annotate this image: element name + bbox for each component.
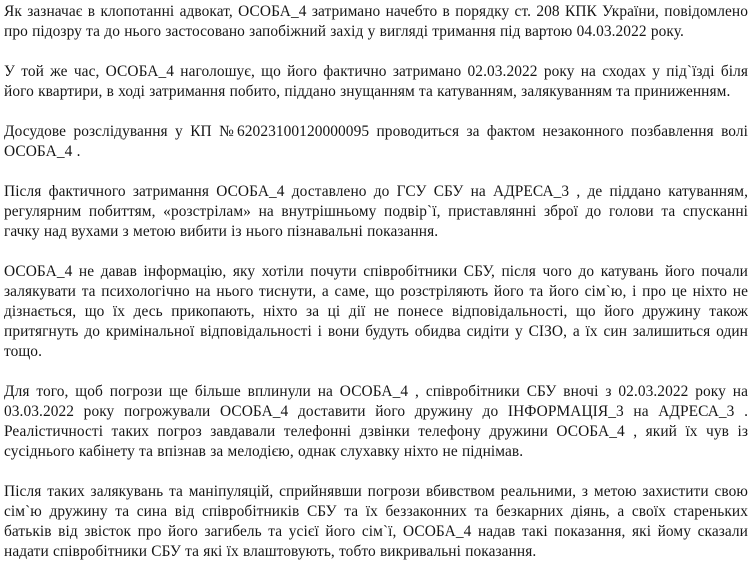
paragraph-torture-description: Після фактичного затримання ОСОБА_4 доставлено до ГСУ СБУ на АДРЕСА_3 , де піддано катуванням, регулярним побиттям, «розстрілам» на внутрішньому подвір`ї, приставлянні зброї до голови та спусканні гачку над вухами з метою вибити із нього пізнавальні показання. (4, 183, 748, 240)
paragraph-actual-detention: У той же час, ОСОБА_4 наголошує, що його фактично затримано 02.03.2022 року на сходах у під`їзді біля його квартири, в ході затримання побито, піддано знущанням та катуванням, залякуванням та приниженням. (4, 63, 748, 100)
paragraph-psychological-pressure: ОСОБА_4 не давав інформацію, яку хотіли почути співробітники СБУ, після чого до катувань його почали залякувати та психологічно на нього тиснути, а саме, що розстріляють його та його сім`ю, і про це ніхто не дізнається, що їх десь прикопають, ніхто за ці дії не понесе відповідальності, що його дружину також притягнуть до кримінальної відповідальності і вони будуть обидва сидіти у СІЗО, а їх син залишиться один тощо. (4, 263, 748, 360)
paragraph-threats-to-wife: Для того, щоб погрози ще більше вплинули на ОСОБА_4 , співробітники СБУ вночі з 02.03.2022 року на 03.03.2022 року погрожували ОСОБА_4 доставити його дружину до ІНФОРМАЦІЯ_3 на АДРЕСА_3 . Реалістичності таких погроз завдавали телефонні дзвінки телефону дружини ОСОБА_4 , який їх чув із сусіднього кабінету та впізнав за мелодією, однак слухавку ніхто не піднімав. (4, 383, 748, 460)
paragraph-false-testimony: Після таких залякувань та маніпуляцій, сприйнявши погрози вбивством реальними, з метою захистити свою сім`ю дружину та сина від співробітників СБУ та їх беззаконних та безкарних діянь, а своїх стареньких батьків від звісток про його загибель та усієї його сім`ї, ОСОБА_4 надав такі показання, які йому сказали надати співробітники СБУ та які їх влаштовують, тобто викривальні показання. (4, 483, 748, 560)
paragraph-detention-order: Як зазначає в клопотанні адвокат, ОСОБА_4 затримано начебто в порядку ст. 208 КПК України, повідомлено про підозру та до нього застосовано запобіжний захід у вигляді тримання під вартою 04.03.2022 року. (4, 3, 748, 40)
paragraph-pretrial-investigation: Досудове розслідування у КП №62023100120000095 проводиться за фактом незаконного позбавлення волі ОСОБА_4 . (4, 123, 748, 160)
